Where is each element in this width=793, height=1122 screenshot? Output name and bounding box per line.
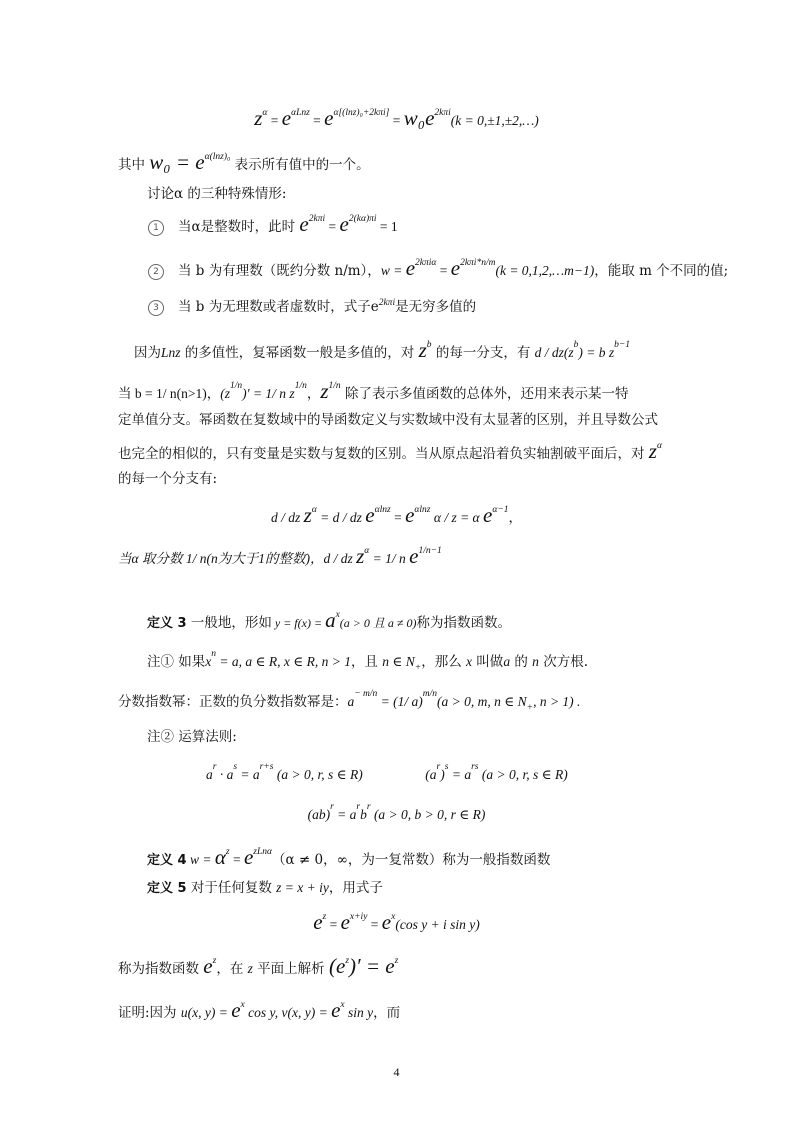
multivalued-paragraph: 因为Lnz 的多值性，复幂函数一般是多值的，对 $z^b$ 的每一分支，有 $d / dz(z^b) = b$ $z^{b-1}$ [134, 338, 631, 362]
root-branch-paragraph: 当 b = 1/ n(n>1)，$(z^{1/n})' = 1/$ n $z^{1/n}$，$z^{1/n}$ 除了表示多值函数的总体外，还用来表示某一特 [118, 379, 629, 403]
formula-exponent-rules-2: $(ab)^r = a^rb^r$ (a > 0, b > 0, r ∈ R) [307, 802, 486, 822]
formula-exponent-rules-1: $a^r \cdot a^s = a^{r+s}$ (a > 0, r, s ∈ R) $(a^r)^s = a^{rs}$ (a > 0, r, s ∈ R) [206, 762, 568, 782]
formula-derivative: d / dz $z^\alpha = d$ / dz $e^{\alpha lnz} = e^{\alpha lnz}$ α / z = α $e^{\alpha-1}$， [270, 503, 523, 527]
case-1: 1 当α是整数时，此时 $e^{2k\pi i} = e^{2(k\alpha)\pi i} = 1$ [148, 214, 793, 239]
note-1: 注① 如果$x^n = a$, a ∈ R, x ∈ R, n > 1，且 n ∈ $N_+$，那么 x 叫做a 的 n 次方根. [147, 649, 588, 673]
definition-4: 定义 4 $w = \alpha^z = e^{zLn\alpha}(\alpha \ne 0$，∞，为一复常数）称为一般指数函数 [147, 845, 551, 869]
formula-power-multivalued: $z^\alpha = e^{\alpha Lnz} = e^{\alpha[(lnz)_0+2k\pi i]} = w_0e^{2k\pi i}(k$ = 0,±1,±2,…) [254, 106, 539, 130]
case-number-3: 3 [148, 300, 164, 316]
exponential-analytic: 称为指数函数 $e^z$，在 z 平面上解析 $(e^z)' = e^z$ [118, 954, 399, 978]
definition-5-label: 定义 5 [147, 881, 187, 896]
case-3: 3 当 b 为无理数或者虚数时，式子$e^{2k\pi i}$是无穷多值的 [148, 297, 793, 319]
special-cases-intro: 讨论α 的三种特殊情形: [147, 186, 287, 202]
fraction-case: 当α 取分数 1/ n(n为大于1的整数)，d / dz $z^\alpha = 1/$ n $e^{1/n-1}$ [118, 544, 442, 568]
fractional-exponent: 分数指数幂：正数的负分数指数幂是：$a^{- m/n} = (1/$ a)$^{m/n}$(a > 0, m, n ∈ $N_+$, n > 1) . [118, 689, 581, 713]
definition-5: 定义 5 对于任何复数 z = x + iy，用式子 [147, 880, 383, 896]
definition-4-label: 定义 4 [147, 853, 187, 868]
proof-line: 证明:因为 u(x, $y) = e^x$ cos y, v(x, $y) = e^x$ sin y，而 [118, 998, 401, 1022]
page-number: 4 [393, 1065, 400, 1079]
formula-exponential: $e^z = e^{x+iy} = e^x(\cos$ y + i sin y) [313, 910, 480, 934]
branch-intro: 的每一个分支有: [118, 471, 218, 487]
case-2: 2 当 b 为有理数（既约分数 n/m），$w = e^{2k\pi i\alpha} = e^{2k\pi i*n/m}(k$ = 0,1,2,…m−1)，能取 m 个不同的值; [148, 258, 793, 283]
derivative-paragraph-cont: 也完全的相似的，只有变量是实数与复数的区别。当从原点起沿着负实轴割破平面后，对 $z^\alpha$ [118, 439, 662, 463]
case-number-1: 1 [148, 220, 164, 236]
note-2: 注② 运算法则: [147, 729, 237, 745]
definition-3: 定义 3 一般地，形如 $y = f(x) = a^x(a > 0$ 且 a ≠ 0)称为指数函数。 [147, 608, 511, 632]
w0-definition: 其中 $w_0 = e^{\alpha(lnz)_0}$ 表示所有值中的一个。 [118, 150, 370, 174]
definition-3-label: 定义 3 [147, 616, 187, 631]
derivative-paragraph: 定单值分支。幂函数在复数域中的导函数定义与实数域中没有太显著的区别，并且导数公式 [118, 412, 658, 428]
case-number-2: 2 [148, 264, 164, 280]
